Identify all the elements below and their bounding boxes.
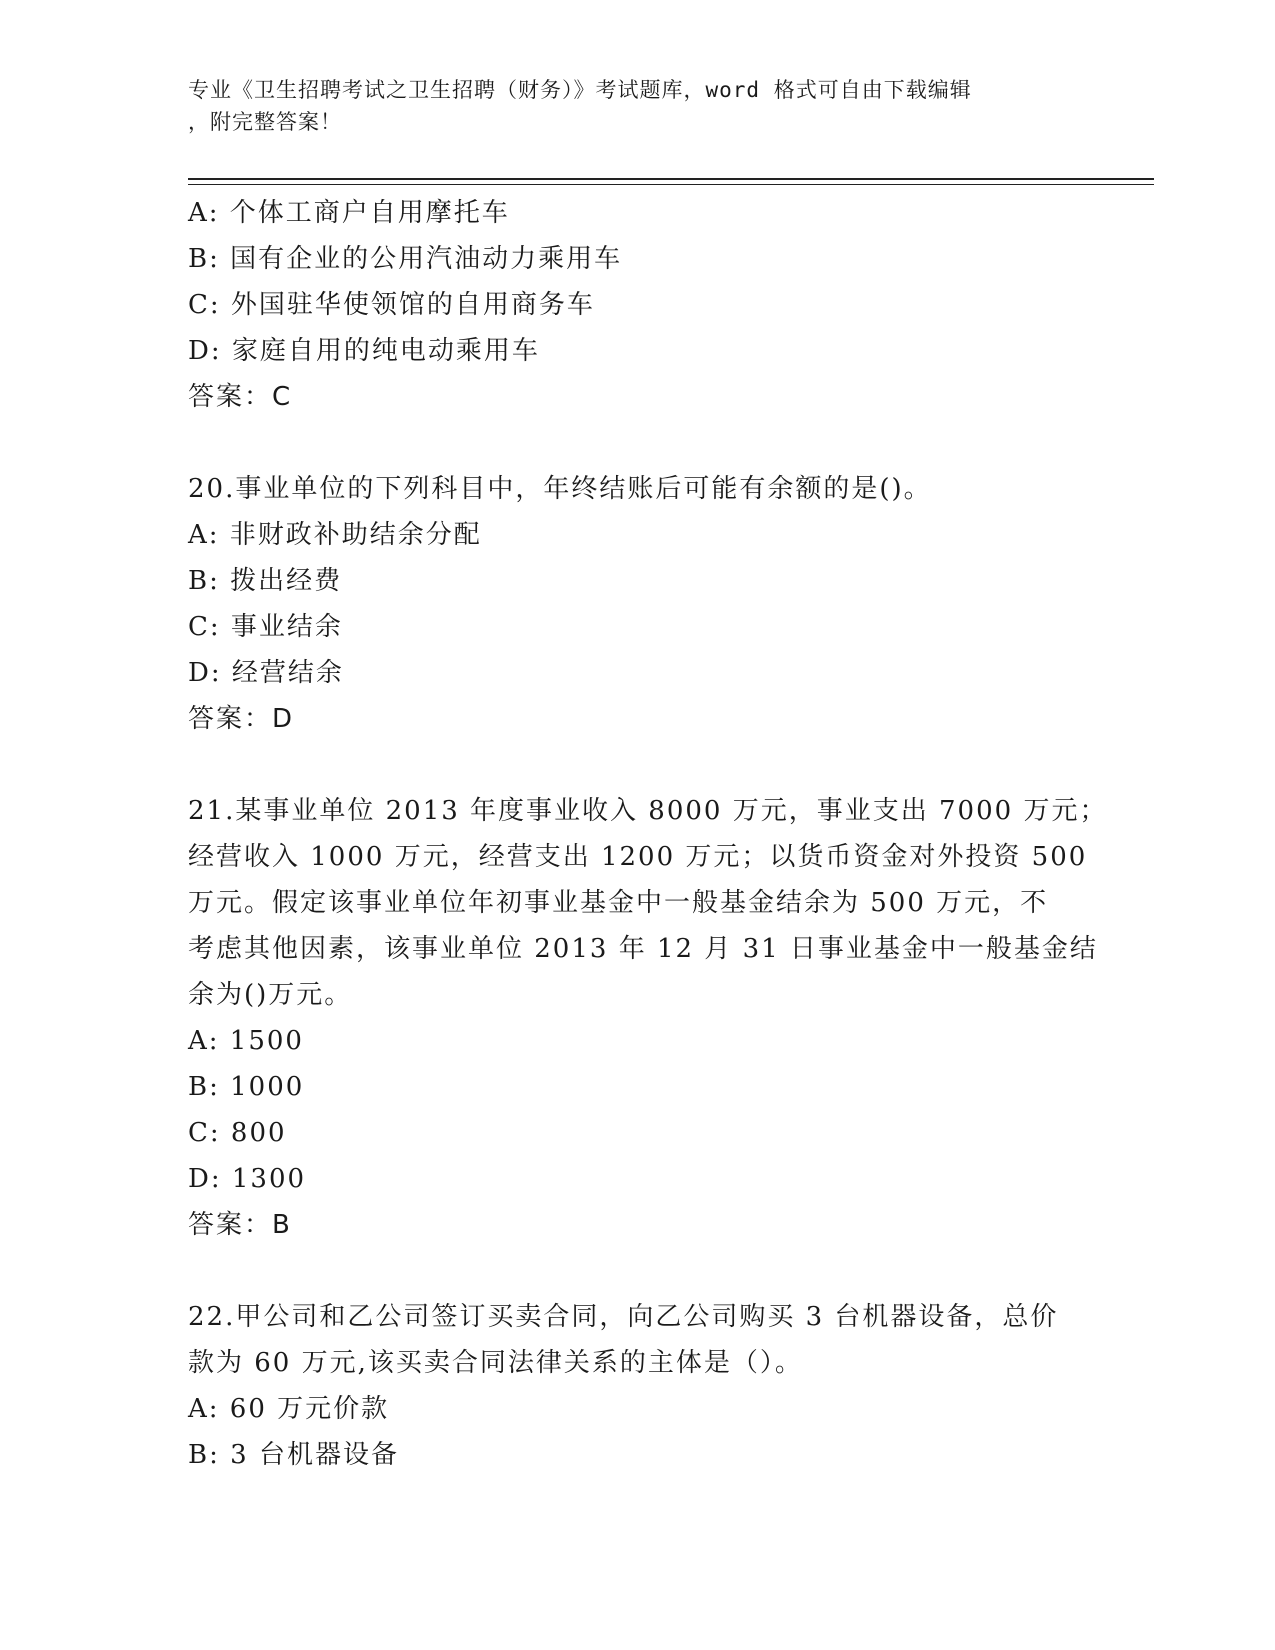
question-21 [188,788,1108,1248]
option-a: A: 1500 [188,1026,304,1056]
option-c: C: 外国驻华使领馆的自用商务车 [188,290,595,320]
answer: 答案：D [188,704,295,734]
document-header [188,74,1068,138]
question-19 [188,190,1088,420]
question-text-line: 考虑其他因素，该事业单位 2013 年 12 月 31 日事业基金中一般基金结 [188,934,1098,964]
option-d: D: 经营结余 [188,658,344,688]
option-c: C: 事业结余 [188,612,343,642]
question-list [188,190,1108,1478]
answer: 答案：C [188,382,293,412]
question-text-line: 21.某事业单位 2013 年度事业收入 8000 万元，事业支出 7000 万元； [188,796,1108,826]
option-a: A: 非财政补助结余分配 [188,520,482,550]
question-text-line: 余为()万元。 [188,980,353,1010]
option-a: A: 60 万元价款 [188,1394,390,1424]
option-d: D: 1300 [188,1164,307,1194]
question-text: 20.事业单位的下列科目中，年终结账后可能有余额的是()。 [188,474,932,504]
header-line-2: ，附完整答案！ [188,110,342,134]
option-d: D: 家庭自用的纯电动乘用车 [188,336,540,366]
question-text-line: 经营收入 1000 万元，经营支出 1200 万元；以货币资金对外投资 500 [188,842,1088,872]
option-b: B: 3 台机器设备 [188,1440,399,1470]
question-text-line: 22.甲公司和乙公司签订买卖合同，向乙公司购买 3 台机器设备，总价 [188,1302,1059,1332]
option-a: A: 个体工商户自用摩托车 [188,198,510,228]
answer: 答案：B [188,1210,292,1240]
header-divider-thin [188,184,1154,185]
question-text-line: 款为 60 万元,该买卖合同法律关系的主体是（）。 [188,1348,803,1378]
header-divider-thick [188,178,1154,180]
question-22 [188,1294,1088,1478]
option-b: B: 国有企业的公用汽油动力乘用车 [188,244,623,274]
question-text-line: 万元。假定该事业单位年初事业基金中一般基金结余为 500 万元，不 [188,888,1049,918]
header-line-1: 专业《卫生招聘考试之卫生招聘（财务）》考试题库，word 格式可自由下载编辑 [188,78,972,102]
option-b: B: 1000 [188,1072,305,1102]
option-c: C: 800 [188,1118,287,1148]
question-20 [188,466,1088,742]
option-b: B: 拨出经费 [188,566,343,596]
